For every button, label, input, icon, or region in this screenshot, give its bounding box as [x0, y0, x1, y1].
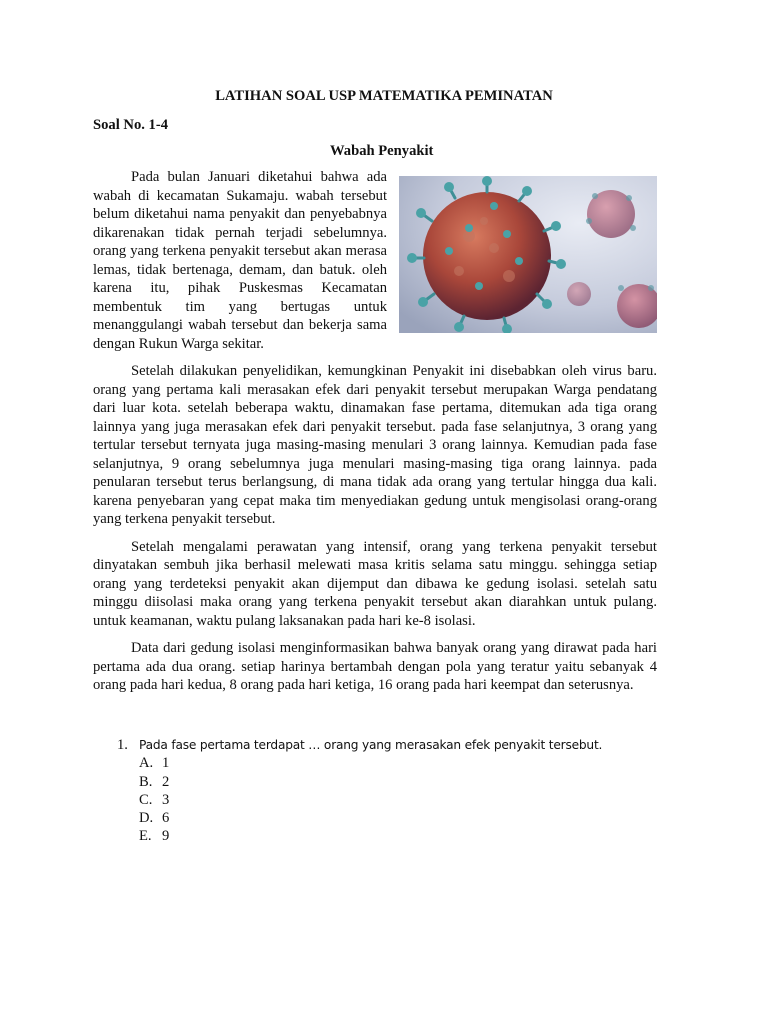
paragraph-2: Setelah dilakukan penyelidikan, kemungkinan Penyakit ini disebabkan oleh virus baru. orang yang pertama kali merasakan efek dari penyakit tersebut merupakan Warga pendatang dari luar kota. setelah beberapa waktu, dinamakan fase pertama, ditemukan ada tiga orang lainnya yang juga merasakan efek dari penyakit tersebut. pada fase selanjutnya, 3 orang yang tertular tersebut ternyata juga masing-masing menulari 3 orang lainnya. Kemudian pada fase selanjutnya, 9 orang sebelumnya juga menulari masing-masing tiga orang lainnya. pada penularan tersebut terus berlangsung, di mana tidak ada orang yang tertular hingga dua kali. karena penyebaran yang cepat maka tim menyediakan gedung untuk mengisolasi orang-orang yang terkena penyakit tersebut. — [93, 363, 657, 527]
option-value: 2 — [162, 773, 170, 790]
option-letter: D. — [139, 810, 154, 827]
option-letter: E. — [139, 828, 152, 845]
soal-number-label: Soal No. 1-4 — [93, 117, 168, 133]
document-title: LATIHAN SOAL USP MATEMATIKA PEMINATAN — [215, 88, 553, 104]
option-a[interactable] — [139, 754, 677, 772]
option-e[interactable] — [139, 827, 677, 845]
paragraph-1 — [93, 168, 657, 353]
option-value: 3 — [162, 791, 170, 808]
question-number: 1. — [117, 737, 128, 753]
option-letter: A. — [139, 755, 154, 772]
option-b[interactable] — [139, 773, 677, 791]
paragraph-1-text: Pada bulan Januari diketahui bahwa ada wabah di kecamatan Sukamaju. wabah tersebut belum diketahui nama penyakit dan penyebabnya dikarenakan tidak pernah terjadi sebelumnya. orang yang terkena penyakit tersebut akan merasa lemas, tidak bertenaga, demam, dan batuk. oleh karena itu, pihak Puskesmas Kecamatan membentuk tim yang bertugas untuk menanggulangi wabah tersebut dan bekerja sama dengan Rukun Warga sekitar. — [93, 169, 387, 352]
virus-illustration — [399, 176, 657, 333]
option-value: 1 — [162, 755, 170, 772]
option-c[interactable] — [139, 791, 677, 809]
option-value: 9 — [162, 828, 170, 845]
question-1-stem — [117, 736, 677, 754]
answer-options — [117, 754, 677, 845]
option-value: 6 — [162, 810, 170, 827]
question-1 — [117, 736, 677, 846]
option-d[interactable] — [139, 809, 677, 827]
section-subtitle: Wabah Penyakit — [330, 143, 434, 159]
paragraph-3: Setelah mengalami perawatan yang intensif, orang yang terkena penyakit tersebut dinyatakan sembuh jika berhasil melewati masa kritis selama satu minggu. sehingga setiap orang yang terdeteksi penyakit akan dijemput dan dibawa ke gedung isolasi. setelah satu minggu diisolasi maka orang yang terkena penyakit tersebut akan diarahkan untuk pulang. untuk keamanan, waktu pulang laksanakan pada hari ke-8 isolasi. — [93, 538, 657, 629]
paragraph-4: Data dari gedung isolasi menginformasikan bahwa banyak orang yang dirawat pada hari pertama ada dua orang. setiap harinya bertambah dengan pola yang teratur yaitu sebanyak 4 orang pada hari kedua, 8 orang pada hari ketiga, 16 orang pada hari keempat dan seterusnya. — [93, 640, 657, 693]
article-body — [93, 168, 657, 704]
option-letter: B. — [139, 773, 153, 790]
option-letter: C. — [139, 791, 153, 808]
question-text: Pada fase pertama terdapat … orang yang merasakan efek penyakit tersebut. — [139, 738, 603, 752]
